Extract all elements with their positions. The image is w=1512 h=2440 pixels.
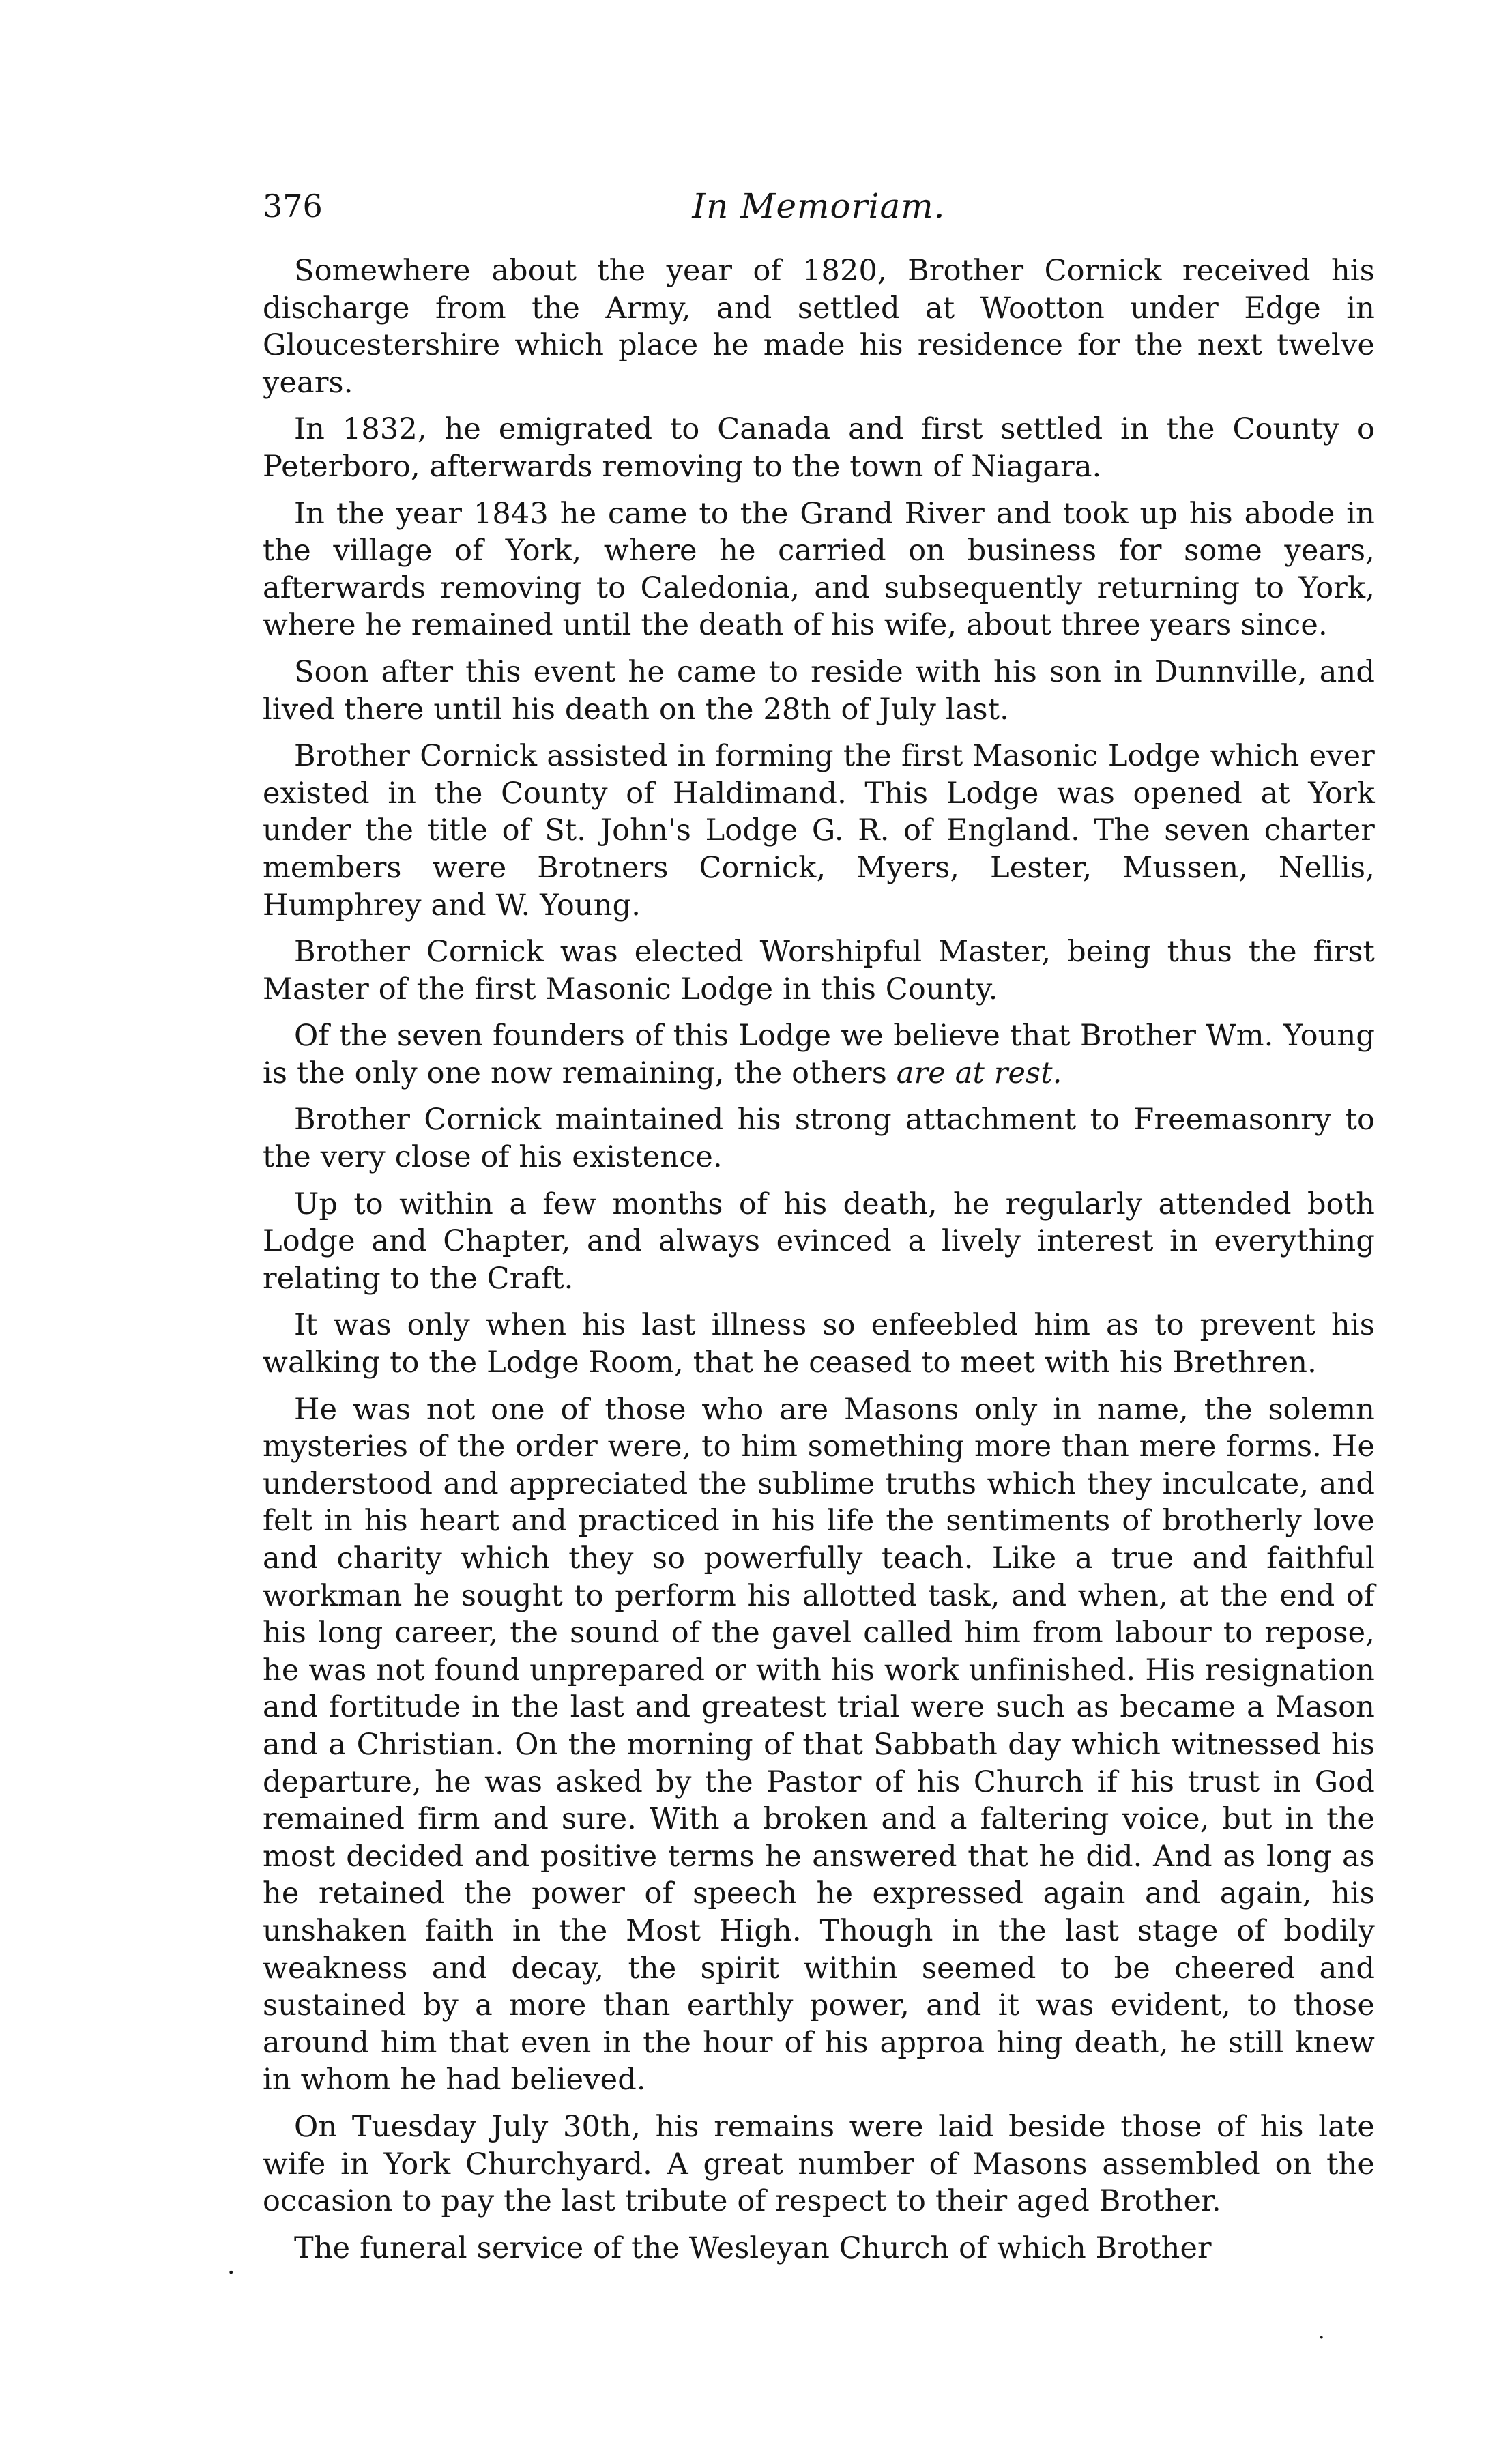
paragraph-discharge: Somewhere about the year of 1820, Brother Cornick received his discharge from the Army, and settled at Wootton under Edge in Gloucestershire which place he made his residence for the next twelve years. — [263, 254, 1375, 400]
stray-ink-mark: · — [1318, 2326, 1325, 2350]
running-head — [263, 179, 1375, 233]
founders-italic-text: are at rest. — [896, 1056, 1062, 1090]
paragraph-worshipful-master: Brother Cornick was elected Worshipful Master, being thus the first Master of the first Masonic Lodge in this County. — [263, 935, 1375, 1006]
paragraph-attendance: Up to within a few months of his death, he regularly attended both Lodge and Chapter, and always evinced a lively interest in everything relating to the Craft. — [263, 1187, 1375, 1296]
paragraph-first-lodge: Brother Cornick assisted in forming the first Masonic Lodge which ever existed in the County of Haldimand. This Lodge was opened at York under the title of St. John's Lodge G. R. of England. The seven charter members were Brotners Cornick, Myers, Lester, Mussen, Nellis, Humphrey and W. Young. — [263, 739, 1375, 923]
paragraph-character: He was not one of those who are Masons only in name, the solemn mysteries of the order were, to him something more than mere forms. He understood and appreciated the sublime truths which they inculcate, and felt in his heart and practiced in his life the sentiments of brotherly love and charity which they so powerfully teach. Like a true and faithful workman he sought to perform his allotted task, and when, at the end of his long career, the sound of the gavel called him from labour to repose, he was not found unprepared or with his work unfinished. His resignation and fortitude in the last and greatest trial were such as became a Mason and a Christian. On the morning of that Sabbath day which witnessed his departure, he was asked by the Pastor of his Church if his trust in God remained firm and sure. With a broken and a faltering voice, but in the most decided and positive terms he answered that he did. And as long as he retained the power of speech he expressed again and again, his unshaken faith in the Most High. Though in the last stage of bodily weakness and decay, the spirit within seemed to be cheered and sustained by a more than earthly power, and it was evident, to those around him that even in the hour of his approa hing death, he still knew in whom he had believed. — [263, 1392, 1375, 2097]
paragraph-grand-river: In the year 1843 he came to the Grand River and took up his abode in the village of York, where he carried on business for some years, afterwards removing to Caledonia, and subsequently returning to York, where he remained until the death of his wife, about three years since. — [263, 496, 1375, 643]
running-title: In Memoriam. — [692, 186, 946, 226]
founders-text: Of the seven founders of this Lodge we believe that Brother Wm. Young is the only one now remaining, the others — [263, 1019, 1375, 1090]
paragraph-dunnville: Soon after this event he came to reside with his son in Dunnville, and lived there until his death on the 28th of July last. — [263, 654, 1375, 727]
paragraph-attachment: Brother Cornick maintained his strong attachment to Freemasonry to the very close of his existence. — [263, 1103, 1375, 1175]
paragraph-illness: It was only when his last illness so enfeebled him as to prevent his walking to the Lodge Room, that he ceased to meet with his Brethren. — [263, 1308, 1375, 1380]
paragraph-funeral-service: The funeral service of the Wesleyan Church of which Brother — [294, 2231, 1212, 2265]
paragraph-seven-founders — [263, 1017, 1375, 1092]
paragraph-burial: On Tuesday July 30th, his remains were laid beside those of his late wife in York Churchyard. A great number of Masons assembled on the occasion to pay the last tribute of respect to their aged Brother. — [263, 2109, 1375, 2219]
paragraph-emigration: In 1832, he emigrated to Canada and first settled in the County o Peterboro, afterwards removing to the town of Niagara. — [263, 412, 1375, 484]
body-text — [263, 252, 1375, 2267]
page-number: 376 — [263, 188, 323, 224]
margin-bullet-mark: · — [227, 2259, 235, 2287]
